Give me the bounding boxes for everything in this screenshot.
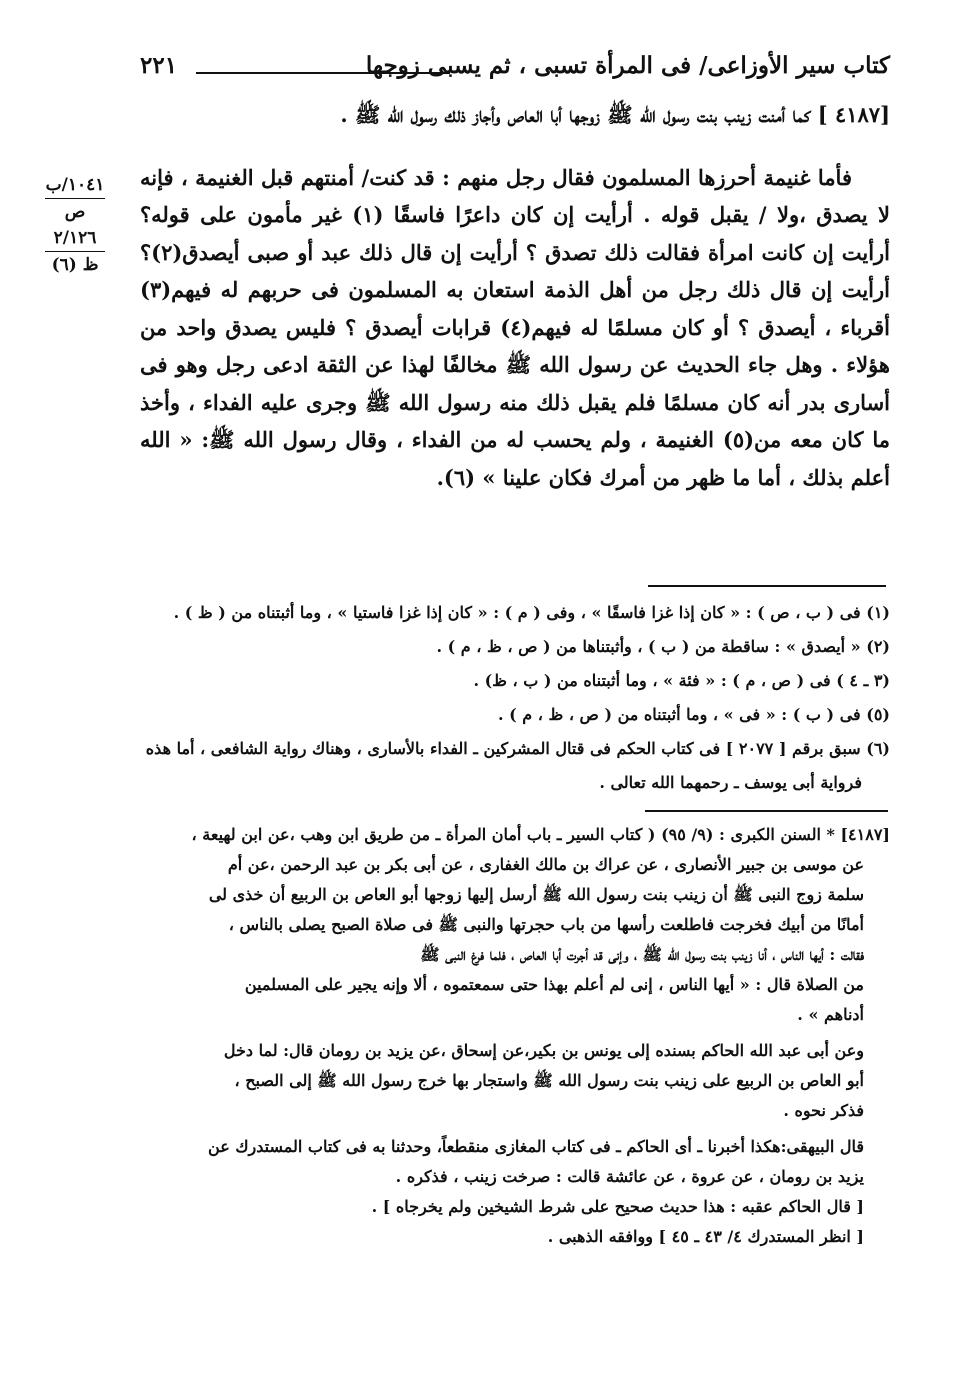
footnote-item: (٥) فى ( ب ) : « فى » ، وما أثبتناه من ( ص ، ظ ، م ) . bbox=[497, 705, 890, 724]
takhrij-line: [ قال الحاكم عقبه : هذا حديث صحيح على شرط الشيخين ولم يخرجاه ] . bbox=[371, 1197, 864, 1216]
body-line: أو كان مسلمًا له فيهم(٤) قرابات أيصدق ؟ فليس يصدق واحد من هؤلاء . وهل جاء bbox=[140, 314, 890, 377]
body-line: يصدق ،ولا / يقبل قوله . أرأيت إن كان داعرًا فاسقًا (١) غير مأمون على قوله؟ أرأيت إن bbox=[140, 202, 891, 265]
takhrij-line: يزيد بن رومان ، عن عروة ، عن عائشة قالت : صرخت زينب ، فذكره . bbox=[395, 1167, 864, 1186]
page-header bbox=[140, 52, 890, 92]
takhrij-line: قال البيهقى:هكذا أخبرنا ـ أى الحاكم ـ فى كتاب المغازى منقطعاً، وحدثنا به فى كتاب المستدرك عن bbox=[208, 1137, 864, 1156]
hadith-line: الله ﷺ . bbox=[340, 102, 404, 127]
main-text bbox=[140, 96, 890, 496]
takhrij-line: أدناهم » . bbox=[797, 1005, 864, 1024]
footnote-item: فرواية أبى يوسف ـ رحمهما الله تعالى . bbox=[599, 773, 862, 792]
footnote-item: (٦) سبق برقم [ ٢٠٧٧ ] فى كتاب الحكم فى قتال المشركين ـ الفداء بالأسارى ، وهناك رواية الشافعى ، أما هذه bbox=[145, 739, 890, 758]
margin-manuscript: ص bbox=[64, 202, 86, 222]
footnote-item: (١) فى ( ب ، ص ) : « كان إذا غزا فاسقًا » ، وفى ( م ) : « كان إذا غزا فاستيا » ، وما أثبتناه من ( ظ ) . bbox=[173, 603, 890, 622]
body-line: الحديث عن رسول الله ﷺ مخالفًا لهذا عن الثقة ادعى رجل وهو فى أسارى بدر أنه كان bbox=[140, 352, 890, 415]
footnotes bbox=[140, 596, 890, 800]
footnote-item: (٣ ـ ٤ ) فى ( ص ، م ) : « فئة » ، وما أثبتناه من ( ب ، ظ) . bbox=[473, 671, 890, 690]
body-paragraph bbox=[140, 159, 890, 497]
takhrij-line: أمانًا من أبيك فخرجت فاطلعت رأسها من باب حجرتها والنبى ﷺ فى صلاة الصبح يصلى بالناس ، bbox=[228, 915, 864, 934]
footnote-separator bbox=[648, 585, 886, 587]
body-line: مسلمًا فلم يقبل ذلك منه رسول الله ﷺ وجرى عليه الفداء ، وأخذ ما كان معه من(٥) bbox=[140, 389, 891, 452]
margin-notes bbox=[30, 172, 120, 278]
header-title: كتاب سير الأوزاعى/ فى المرأة تسبى ، ثم يسبى زوجها bbox=[365, 52, 890, 79]
body-line: قال ذلك رجل من أهل الذمة استعان به المسلمون فى حربهم له فيهم(٣) أقرباء ، أيصدق ؟ bbox=[140, 277, 890, 340]
hadith-line: [٤١٨٧ ] كما أمنت زينب بنت رسول الله ﷺ زوجها أبا العاص وأجاز ذلك رسول bbox=[410, 102, 890, 127]
margin-zah: ظ (٦) bbox=[51, 255, 99, 275]
takhrij-notes bbox=[140, 820, 890, 1252]
takhrij-line: أبو العاص بن الربيع على زينب بنت رسول الله ﷺ واستجار بها خرج رسول الله ﷺ إلى الصبح ، bbox=[234, 1071, 864, 1090]
header-rule bbox=[196, 72, 450, 74]
takhrij-line: [ انظر المستدرك ٤/ ٤٣ ـ ٤٥ ] ووافقه الذهبى . bbox=[547, 1227, 864, 1246]
takhrij-line: عن موسى بن جبير الأنصارى ، عن عراك بن مالك الغفارى ، عن أبى بكر بن عبد الرحمن ،عن أم bbox=[227, 855, 864, 874]
takhrij-line: فقالت : أيها الناس ، أنا زينب بنت رسول الله ﷺ ، وإنى قد أجرت أبا العاص ، فلما فرغ النبى ﷺ bbox=[420, 945, 864, 964]
takhrij-line: [٤١٨٧] * السنن الكبرى : (٩/ ٩٥) ( كتاب السير ـ باب أمان المرأة ـ من طريق ابن وهب ،عن ابن لهيعة ، bbox=[191, 825, 890, 844]
body-line: كانت امرأة فقالت ذلك تصدق ؟ أرأيت إن قال ذلك عبد أو صبى أيصدق(٢)؟ أرأيت إن bbox=[140, 239, 890, 302]
takhrij-line: سلمة زوج النبى ﷺ أن زينب بنت رسول الله ﷺ أرسل إليها زوجها أبو العاص بن الربيع أن خذى لى bbox=[208, 885, 864, 904]
takhrij-line: وعن أبى عبد الله الحاكم بسنده إلى يونس بن بكير،عن إسحاق ،عن يزيد بن رومان قال: لما دخل bbox=[223, 1041, 864, 1060]
margin-folio: ١٠٤١/ب bbox=[45, 175, 105, 195]
takhrij-line: فذكر نحوه . bbox=[783, 1101, 864, 1120]
body-line: الغنيمة ، ولم يحسب له من الفداء ، وقال رسول الله ﷺ: « الله أعلم بذلك ، أما ما bbox=[140, 427, 890, 490]
takhrij-separator bbox=[645, 810, 888, 812]
footnote-item: (٢) « أيصدق » : ساقطة من ( ب ) ، وأثبتناها من ( ص ، ظ ، م ) . bbox=[436, 637, 890, 656]
page-number: ٢٢١ bbox=[140, 52, 178, 79]
margin-volume-page: ٢/١٢٦ bbox=[53, 228, 97, 248]
body-line: فأما غنيمة أحرزها المسلمون فقال رجل منهم : قد كنت/ أمنتهم قبل الغنيمة ، فإنه لا bbox=[140, 164, 891, 227]
body-line: ظهر من أمرك فكان علينا » (٦). bbox=[436, 464, 726, 490]
hadith-paragraph bbox=[140, 96, 890, 134]
takhrij-line: من الصلاة قال : « أيها الناس ، إنى لم أعلم بهذا حتى سمعتموه ، ألا وإنه يجير على المسلمين bbox=[244, 975, 864, 994]
